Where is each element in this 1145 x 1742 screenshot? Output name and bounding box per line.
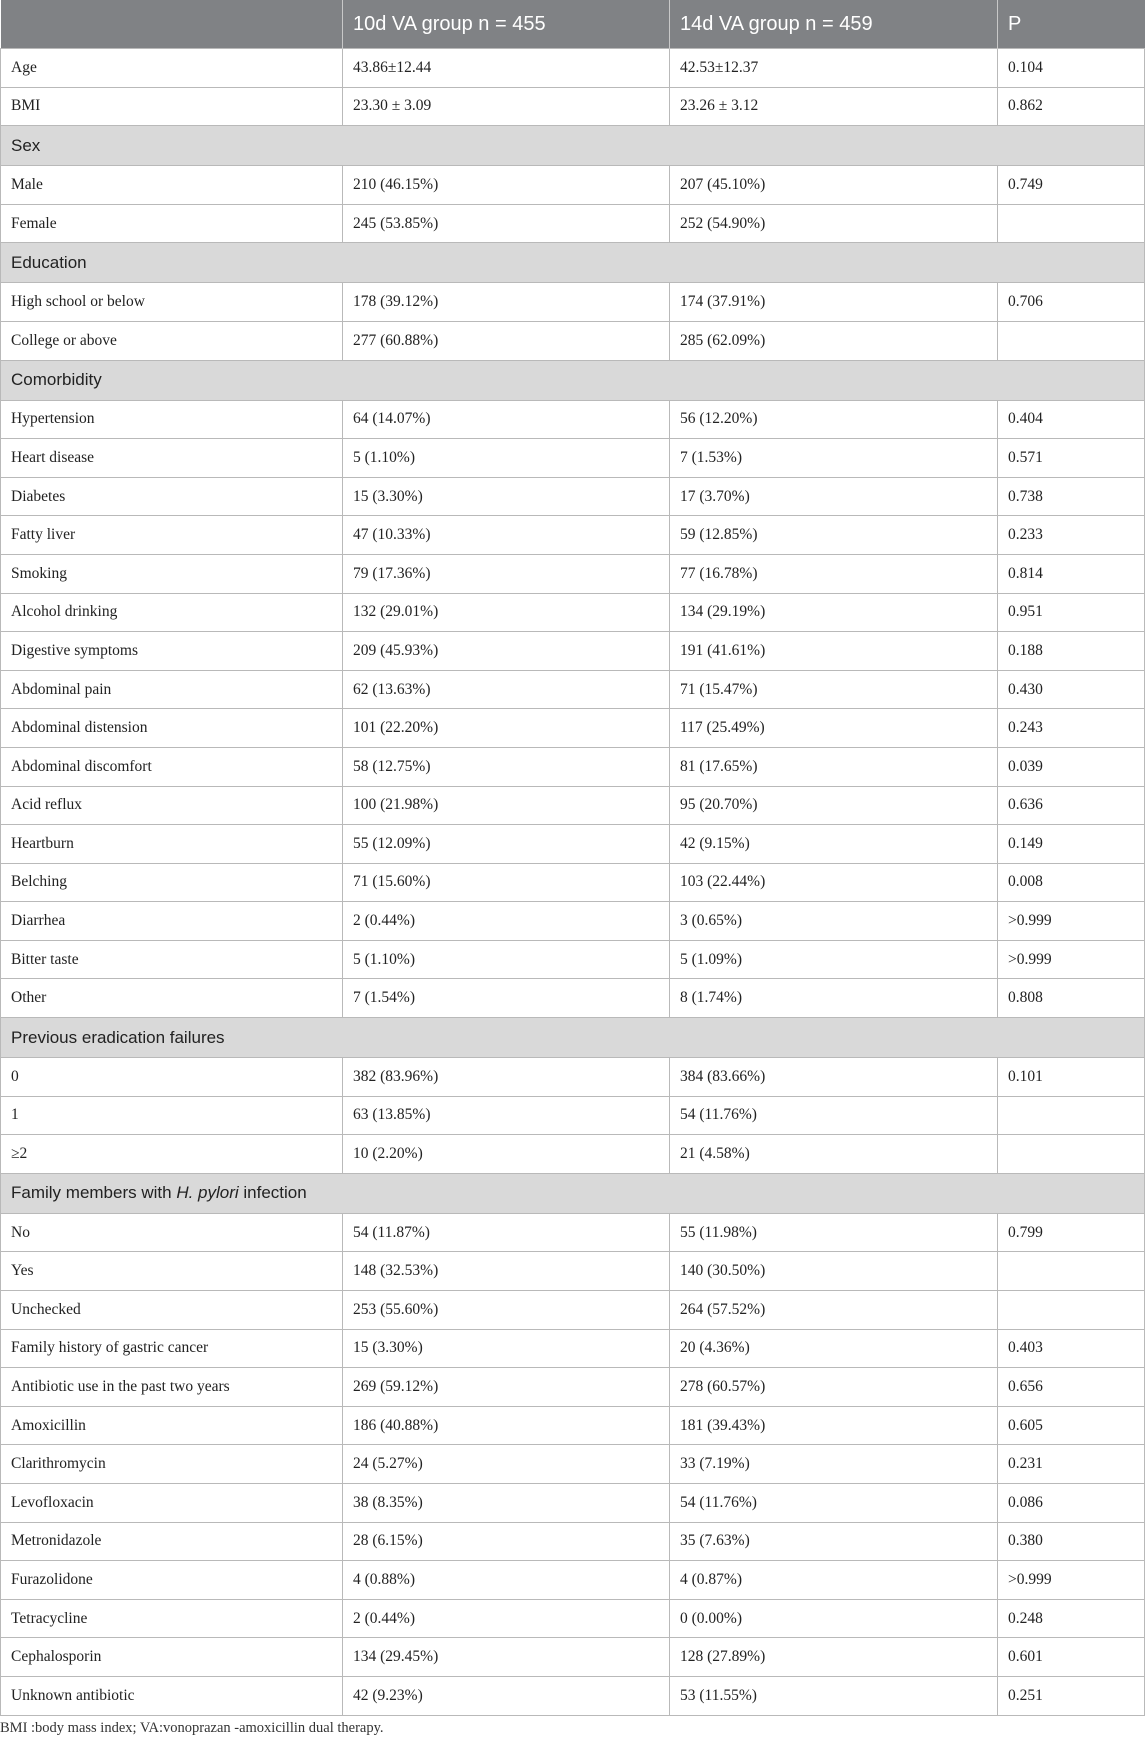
cell-p-value — [998, 321, 1145, 360]
cell-14d-group: 42 (9.15%) — [670, 825, 998, 864]
section-label-suffix: infection — [238, 1183, 307, 1203]
table-row — [1, 1368, 1145, 1407]
cell-14d-group: 59 (12.85%) — [670, 516, 998, 555]
cell-p-value: 0.404 — [998, 400, 1145, 439]
row-label: Abdominal distension — [1, 709, 343, 748]
cell-p-value: 0.243 — [998, 709, 1145, 748]
cell-14d-group: 278 (60.57%) — [670, 1368, 998, 1407]
cell-10d-group: 23.30 ± 3.09 — [343, 87, 670, 126]
row-label: No — [1, 1213, 343, 1252]
row-label: High school or below — [1, 283, 343, 322]
row-label: Fatty liver — [1, 516, 343, 555]
cell-10d-group: 2 (0.44%) — [343, 902, 670, 941]
cell-10d-group: 5 (1.10%) — [343, 940, 670, 979]
header-p-value: P — [998, 0, 1145, 49]
table-row — [1, 554, 1145, 593]
row-label: Yes — [1, 1252, 343, 1291]
cell-14d-group: 17 (3.70%) — [670, 477, 998, 516]
cell-p-value: 0.231 — [998, 1445, 1145, 1484]
row-label: Unchecked — [1, 1291, 343, 1330]
table-row — [1, 1329, 1145, 1368]
cell-14d-group: 4 (0.87%) — [670, 1561, 998, 1600]
cell-10d-group: 15 (3.30%) — [343, 477, 670, 516]
table-row — [1, 1406, 1145, 1445]
section-label-prefix: Family members with — [11, 1183, 177, 1203]
cell-10d-group: 42 (9.23%) — [343, 1676, 670, 1715]
cell-14d-group: 8 (1.74%) — [670, 979, 998, 1018]
cell-14d-group: 134 (29.19%) — [670, 593, 998, 632]
row-label: Family history of gastric cancer — [1, 1329, 343, 1368]
cell-10d-group: 47 (10.33%) — [343, 516, 670, 555]
cell-14d-group: 128 (27.89%) — [670, 1638, 998, 1677]
cell-14d-group: 252 (54.90%) — [670, 204, 998, 243]
row-label: Age — [1, 49, 343, 88]
cell-10d-group: 5 (1.10%) — [343, 439, 670, 478]
cell-p-value: 0.814 — [998, 554, 1145, 593]
cell-14d-group: 21 (4.58%) — [670, 1135, 998, 1174]
cell-14d-group: 54 (11.76%) — [670, 1484, 998, 1523]
cell-14d-group: 384 (83.66%) — [670, 1058, 998, 1097]
table-row — [1, 516, 1145, 555]
cell-p-value: 0.251 — [998, 1676, 1145, 1715]
cell-10d-group: 38 (8.35%) — [343, 1484, 670, 1523]
table-row — [1, 940, 1145, 979]
table-row — [1, 166, 1145, 205]
table-row — [1, 902, 1145, 941]
table-row — [1, 1676, 1145, 1715]
table-body — [1, 49, 1145, 1716]
cell-10d-group: 28 (6.15%) — [343, 1522, 670, 1561]
section-label — [1, 1173, 1145, 1213]
row-label: Smoking — [1, 554, 343, 593]
cell-p-value: 0.571 — [998, 439, 1145, 478]
section-label: Sex — [1, 126, 1145, 166]
table-header-row — [1, 0, 1145, 49]
cell-14d-group: 54 (11.76%) — [670, 1096, 998, 1135]
cell-10d-group: 245 (53.85%) — [343, 204, 670, 243]
row-label: Metronidazole — [1, 1522, 343, 1561]
table-row — [1, 1135, 1145, 1174]
cell-p-value: 0.749 — [998, 166, 1145, 205]
table-row — [1, 786, 1145, 825]
cell-p-value: >0.999 — [998, 940, 1145, 979]
table-row — [1, 87, 1145, 126]
table-row — [1, 747, 1145, 786]
table-row — [1, 593, 1145, 632]
cell-p-value: 0.403 — [998, 1329, 1145, 1368]
cell-p-value: 0.808 — [998, 979, 1145, 1018]
cell-10d-group: 132 (29.01%) — [343, 593, 670, 632]
table-row — [1, 283, 1145, 322]
cell-14d-group: 207 (45.10%) — [670, 166, 998, 205]
table-row — [1, 979, 1145, 1018]
table-row — [1, 1213, 1145, 1252]
table-row — [1, 400, 1145, 439]
table-row — [1, 1096, 1145, 1135]
cell-10d-group: 24 (5.27%) — [343, 1445, 670, 1484]
row-label: Abdominal pain — [1, 670, 343, 709]
cell-10d-group: 4 (0.88%) — [343, 1561, 670, 1600]
table-row — [1, 1252, 1145, 1291]
cell-14d-group: 285 (62.09%) — [670, 321, 998, 360]
cell-10d-group: 148 (32.53%) — [343, 1252, 670, 1291]
cell-14d-group: 35 (7.63%) — [670, 1522, 998, 1561]
cell-10d-group: 10 (2.20%) — [343, 1135, 670, 1174]
cell-p-value — [998, 204, 1145, 243]
cell-14d-group: 23.26 ± 3.12 — [670, 87, 998, 126]
cell-14d-group: 55 (11.98%) — [670, 1213, 998, 1252]
row-label: Cephalosporin — [1, 1638, 343, 1677]
cell-14d-group: 264 (57.52%) — [670, 1291, 998, 1330]
cell-p-value: 0.248 — [998, 1599, 1145, 1638]
cell-10d-group: 79 (17.36%) — [343, 554, 670, 593]
cell-p-value: 0.104 — [998, 49, 1145, 88]
cell-p-value: 0.799 — [998, 1213, 1145, 1252]
table-row — [1, 709, 1145, 748]
row-label: Clarithromycin — [1, 1445, 343, 1484]
table-row — [1, 439, 1145, 478]
cell-10d-group: 101 (22.20%) — [343, 709, 670, 748]
row-label: 0 — [1, 1058, 343, 1097]
table-row — [1, 1561, 1145, 1600]
section-label: Education — [1, 243, 1145, 283]
cell-10d-group: 100 (21.98%) — [343, 786, 670, 825]
table-footnote: BMI :body mass index; VA:vonoprazan -amoxicillin dual therapy. — [0, 1719, 384, 1736]
header-characteristic — [1, 0, 343, 49]
row-label: Levofloxacin — [1, 1484, 343, 1523]
cell-p-value: 0.149 — [998, 825, 1145, 864]
cell-14d-group: 56 (12.20%) — [670, 400, 998, 439]
cell-p-value: 0.656 — [998, 1368, 1145, 1407]
cell-14d-group: 117 (25.49%) — [670, 709, 998, 748]
row-label: Belching — [1, 863, 343, 902]
cell-10d-group: 54 (11.87%) — [343, 1213, 670, 1252]
cell-p-value: 0.188 — [998, 632, 1145, 671]
cell-p-value — [998, 1252, 1145, 1291]
cell-10d-group: 15 (3.30%) — [343, 1329, 670, 1368]
row-label: Hypertension — [1, 400, 343, 439]
section-row — [1, 1173, 1145, 1213]
cell-p-value: 0.601 — [998, 1638, 1145, 1677]
section-row — [1, 243, 1145, 283]
header-10d-group: 10d VA group n = 455 — [343, 0, 670, 49]
cell-p-value: >0.999 — [998, 902, 1145, 941]
header-14d-group: 14d VA group n = 459 — [670, 0, 998, 49]
cell-p-value — [998, 1135, 1145, 1174]
cell-p-value — [998, 1096, 1145, 1135]
row-label: BMI — [1, 87, 343, 126]
cell-p-value: 0.862 — [998, 87, 1145, 126]
cell-10d-group: 209 (45.93%) — [343, 632, 670, 671]
cell-10d-group: 186 (40.88%) — [343, 1406, 670, 1445]
row-label: Diabetes — [1, 477, 343, 516]
cell-14d-group: 95 (20.70%) — [670, 786, 998, 825]
cell-14d-group: 81 (17.65%) — [670, 747, 998, 786]
section-label: Comorbidity — [1, 360, 1145, 400]
section-label: Previous eradication failures — [1, 1018, 1145, 1058]
row-label: ≥2 — [1, 1135, 343, 1174]
cell-p-value — [998, 1291, 1145, 1330]
row-label: Antibiotic use in the past two years — [1, 1368, 343, 1407]
table-row — [1, 1291, 1145, 1330]
row-label: Alcohol drinking — [1, 593, 343, 632]
row-label: Female — [1, 204, 343, 243]
section-label-italic: H. pylori — [176, 1183, 239, 1203]
cell-p-value: 0.233 — [998, 516, 1145, 555]
cell-10d-group: 210 (46.15%) — [343, 166, 670, 205]
cell-10d-group: 253 (55.60%) — [343, 1291, 670, 1330]
row-label: Furazolidone — [1, 1561, 343, 1600]
row-label: College or above — [1, 321, 343, 360]
cell-10d-group: 71 (15.60%) — [343, 863, 670, 902]
row-label: Acid reflux — [1, 786, 343, 825]
cell-p-value: 0.605 — [998, 1406, 1145, 1445]
table-row — [1, 1484, 1145, 1523]
table-row — [1, 321, 1145, 360]
cell-14d-group: 181 (39.43%) — [670, 1406, 998, 1445]
row-label: Amoxicillin — [1, 1406, 343, 1445]
cell-10d-group: 63 (13.85%) — [343, 1096, 670, 1135]
cell-p-value: 0.101 — [998, 1058, 1145, 1097]
table-row — [1, 1599, 1145, 1638]
cell-14d-group: 174 (37.91%) — [670, 283, 998, 322]
cell-10d-group: 58 (12.75%) — [343, 747, 670, 786]
cell-14d-group: 5 (1.09%) — [670, 940, 998, 979]
cell-14d-group: 77 (16.78%) — [670, 554, 998, 593]
section-row — [1, 126, 1145, 166]
cell-14d-group: 3 (0.65%) — [670, 902, 998, 941]
cell-p-value: 0.008 — [998, 863, 1145, 902]
cell-p-value: 0.430 — [998, 670, 1145, 709]
cell-p-value: 0.738 — [998, 477, 1145, 516]
cell-10d-group: 55 (12.09%) — [343, 825, 670, 864]
cell-10d-group: 2 (0.44%) — [343, 1599, 670, 1638]
row-label: Abdominal discomfort — [1, 747, 343, 786]
cell-10d-group: 62 (13.63%) — [343, 670, 670, 709]
cell-10d-group: 277 (60.88%) — [343, 321, 670, 360]
table-row — [1, 49, 1145, 88]
row-label: Heart disease — [1, 439, 343, 478]
cell-14d-group: 103 (22.44%) — [670, 863, 998, 902]
section-row — [1, 360, 1145, 400]
cell-14d-group: 140 (30.50%) — [670, 1252, 998, 1291]
row-label: Other — [1, 979, 343, 1018]
table-row — [1, 477, 1145, 516]
table-row — [1, 825, 1145, 864]
table-row — [1, 632, 1145, 671]
table-row — [1, 1445, 1145, 1484]
cell-14d-group: 71 (15.47%) — [670, 670, 998, 709]
cell-10d-group: 178 (39.12%) — [343, 283, 670, 322]
row-label: Diarrhea — [1, 902, 343, 941]
table-row — [1, 863, 1145, 902]
cell-10d-group: 43.86±12.44 — [343, 49, 670, 88]
row-label: Male — [1, 166, 343, 205]
cell-10d-group: 64 (14.07%) — [343, 400, 670, 439]
cell-10d-group: 269 (59.12%) — [343, 1368, 670, 1407]
table-row — [1, 670, 1145, 709]
cell-14d-group: 0 (0.00%) — [670, 1599, 998, 1638]
cell-14d-group: 33 (7.19%) — [670, 1445, 998, 1484]
cell-14d-group: 7 (1.53%) — [670, 439, 998, 478]
cell-p-value: 0.706 — [998, 283, 1145, 322]
row-label: Bitter taste — [1, 940, 343, 979]
cell-p-value: 0.086 — [998, 1484, 1145, 1523]
cell-10d-group: 382 (83.96%) — [343, 1058, 670, 1097]
cell-14d-group: 42.53±12.37 — [670, 49, 998, 88]
cell-10d-group: 7 (1.54%) — [343, 979, 670, 1018]
cell-14d-group: 191 (41.61%) — [670, 632, 998, 671]
table-row — [1, 1058, 1145, 1097]
cell-p-value: 0.039 — [998, 747, 1145, 786]
table-row — [1, 1522, 1145, 1561]
cell-10d-group: 134 (29.45%) — [343, 1638, 670, 1677]
row-label: Heartburn — [1, 825, 343, 864]
row-label: Unknown antibiotic — [1, 1676, 343, 1715]
cell-p-value: >0.999 — [998, 1561, 1145, 1600]
table-row — [1, 1638, 1145, 1677]
cell-p-value: 0.636 — [998, 786, 1145, 825]
section-row — [1, 1018, 1145, 1058]
row-label: Tetracycline — [1, 1599, 343, 1638]
cell-p-value: 0.380 — [998, 1522, 1145, 1561]
cell-p-value: 0.951 — [998, 593, 1145, 632]
cell-14d-group: 53 (11.55%) — [670, 1676, 998, 1715]
row-label: Digestive symptoms — [1, 632, 343, 671]
cell-14d-group: 20 (4.36%) — [670, 1329, 998, 1368]
table-row — [1, 204, 1145, 243]
row-label: 1 — [1, 1096, 343, 1135]
